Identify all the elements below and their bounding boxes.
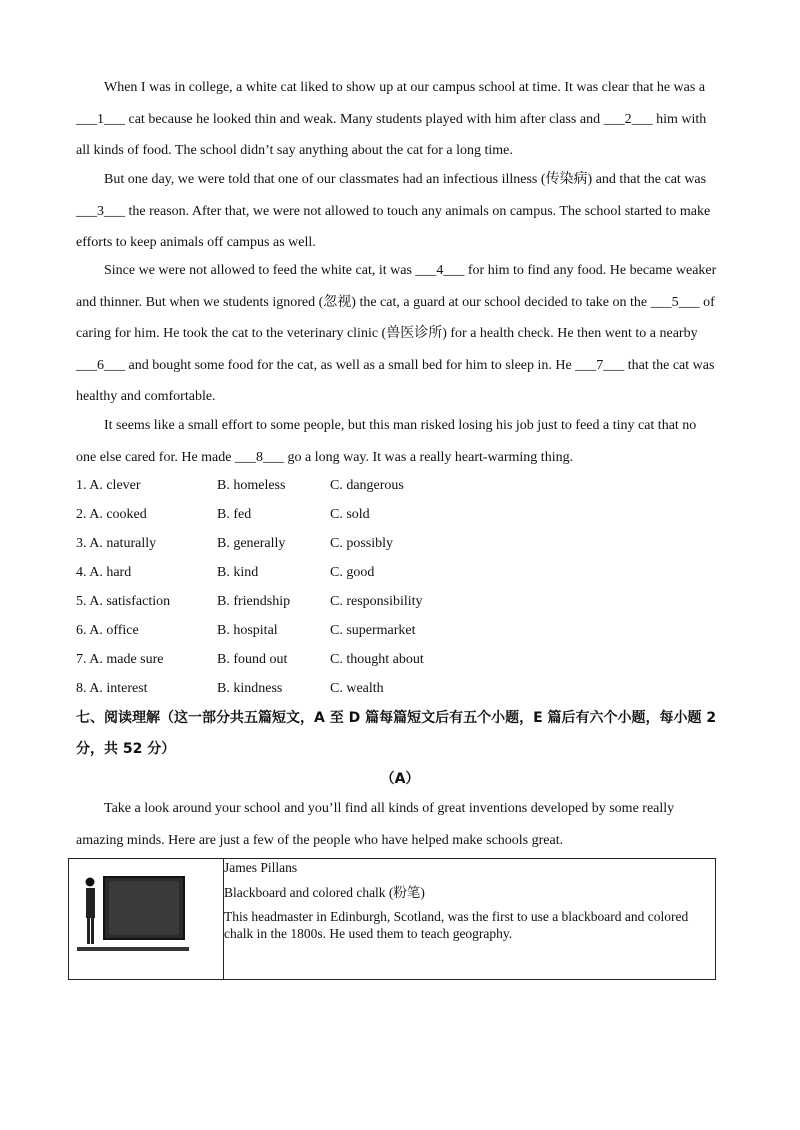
- option-a: 2. A. cooked: [76, 507, 147, 522]
- option-c: C. good: [330, 565, 375, 580]
- option-a: 4. A. hard: [76, 565, 132, 580]
- invention-title: Blackboard and colored chalk (粉笔): [224, 885, 425, 900]
- option-b: B. kindness: [217, 681, 283, 696]
- option-a: 5. A. satisfaction: [76, 594, 171, 609]
- option-a: 7. A. made sure: [76, 652, 164, 667]
- passage-paragraph-3: Since we were not allowed to feed the white cat, it was ___4___ for him to find any food. He became weaker and thinner. But when we students ignored (忽视) the cat, a guard at our school decided to take on the ___5___ of caring for him. He took the cat to the veterinary clinic (兽医诊所) for a health check. He then went to a nearby ___6___ and bought some food for the cat, as well as a small bed for him to sleep in. He ___7___ that the cat was healthy and comfortable.: [76, 263, 717, 404]
- option-b: B. hospital: [217, 623, 278, 638]
- option-b: B. kind: [217, 565, 259, 580]
- option-b: B. fed: [217, 507, 252, 522]
- option-a: 1. A. clever: [76, 478, 141, 493]
- option-c: C. thought about: [330, 652, 424, 667]
- picture-cell: [69, 859, 224, 980]
- option-b: B. friendship: [217, 594, 291, 609]
- passage-paragraph-4: It seems like a small effort to some people, but this man risked losing his job just to feed a tiny cat that no one else cared for. He made ___8___ go a long way. It was a really heart-warming thing.: [76, 418, 697, 465]
- inventor-name: James Pillans: [224, 860, 298, 875]
- inventor-table: [68, 858, 716, 980]
- option-c: C. responsibility: [330, 594, 423, 609]
- option-b: B. found out: [217, 652, 288, 667]
- passage-paragraph-2: But one day, we were told that one of our classmates had an infectious illness (传染病) and that the cat was ___3___ the reason. After that, we were not allowed to touch any animals on campus. The school started to make efforts to keep animals off campus as well.: [76, 172, 711, 250]
- info-cell: [224, 859, 716, 980]
- blackboard-illustration: [69, 859, 221, 974]
- reading-intro: Take a look around your school and you’ll find all kinds of great inventions developed by some really amazing minds. Here are just a few of the people who have helped make schools great.: [76, 801, 675, 848]
- passage-paragraph-1: When I was in college, a white cat liked to show up at our campus school at time. It was clear that he was a ___1___ cat because he looked thin and weak. Many students played with him after class and ___2___ him with all kinds of food. The school didn’t say anything about the cat for a long time.: [76, 80, 707, 158]
- option-c: C. supermarket: [330, 623, 416, 638]
- section-heading: 七、阅读理解（这一部分共五篇短文，A 至 D 篇每篇短文后有五个小题，E 篇后有六个小题，每小题 2 分，共 52 分）: [76, 710, 717, 757]
- option-a: 3. A. naturally: [76, 536, 157, 551]
- invention-description: This headmaster in Edinburgh, Scotland, was the first to use a blackboard and colored chalk in the 1800s. He used them to teach geography.: [224, 909, 689, 941]
- option-c: C. wealth: [330, 681, 384, 696]
- option-b: B. generally: [217, 536, 286, 551]
- option-c: C. sold: [330, 507, 370, 522]
- part-title: （A）: [380, 771, 420, 787]
- table-row: [69, 859, 716, 980]
- option-c: C. dangerous: [330, 478, 404, 493]
- option-b: B. homeless: [217, 478, 286, 493]
- option-a: 6. A. office: [76, 623, 139, 638]
- option-a: 8. A. interest: [76, 681, 148, 696]
- option-c: C. possibly: [330, 536, 394, 551]
